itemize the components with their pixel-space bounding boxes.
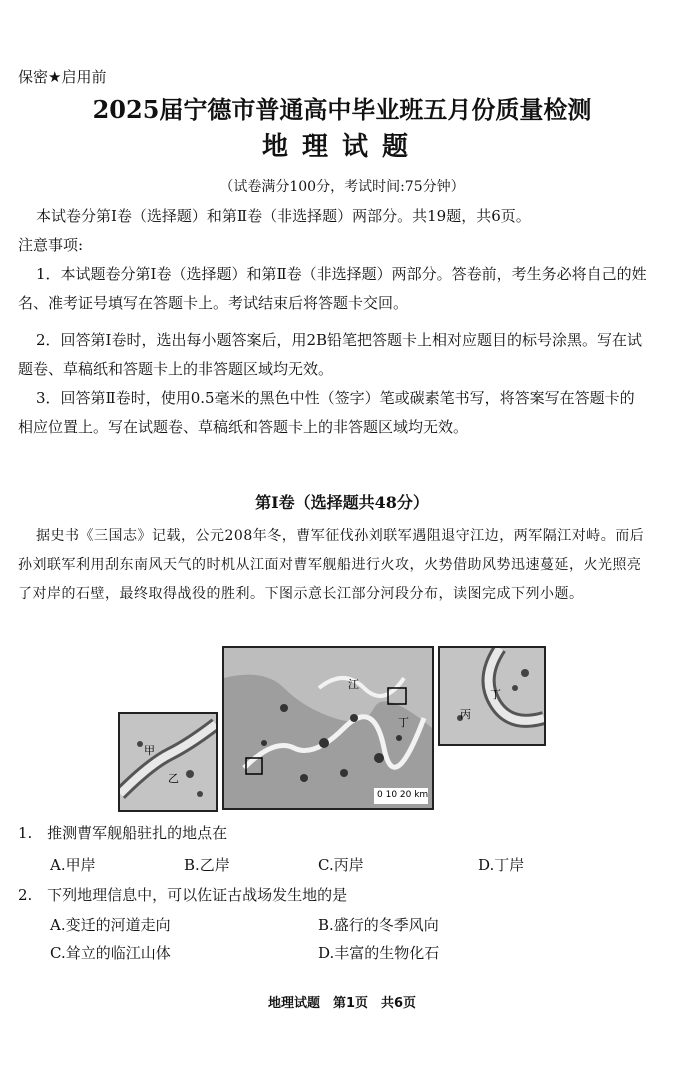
note-item-2: 2．回答第Ⅰ卷时，选出每小题答案后，用2B铅笔把答题卡上相对应题目的标号涂黑。写在试题卷、草稿纸和答题卡上的非答题区域均无效。 bbox=[18, 331, 643, 378]
note-item-3: 3．回答第Ⅱ卷时，使用0.5毫米的黑色中性（签字）笔或碳素笔书写，将答案写在答题卡的相应位置上。写在试题卷、草稿纸和答题卡上的非答题区域均无效。 bbox=[18, 389, 635, 436]
confidential-mark: 保密★启用前 bbox=[18, 68, 107, 86]
question-1 bbox=[18, 822, 227, 843]
label-jia: 甲 bbox=[144, 744, 155, 757]
q2-option-d[interactable]: D.丰富的生物化石 bbox=[318, 944, 440, 962]
q1-option-d[interactable]: D.丁岸 bbox=[478, 856, 525, 874]
question-2 bbox=[18, 884, 347, 905]
subject-title: 地理试题 bbox=[261, 132, 422, 162]
section-heading: 第Ⅰ卷（选择题共48分） bbox=[255, 493, 429, 512]
q2-option-b[interactable]: B.盛行的冬季风向 bbox=[318, 916, 439, 934]
question-2-stem: 下列地理信息中，可以佐证古战场发生地的是 bbox=[47, 886, 348, 904]
q1-option-a[interactable]: A.甲岸 bbox=[50, 856, 96, 874]
question-1-stem: 推测曹军舰船驻扎的地点在 bbox=[47, 824, 228, 842]
label-jiang: 江 bbox=[348, 678, 359, 691]
left-inset-drawing bbox=[120, 714, 216, 810]
label-yi: 乙 bbox=[168, 772, 179, 785]
intro-text: 本试卷分第Ⅰ卷（选择题）和第Ⅱ卷（非选择题）两部分。共19题，共6页。 bbox=[36, 207, 531, 225]
page-footer: 地理试题 第1页 共6页 bbox=[267, 996, 417, 1011]
label-ding-main: 丁 bbox=[398, 716, 409, 729]
right-inset-map bbox=[438, 646, 546, 746]
label-bing: 丙 bbox=[460, 708, 471, 721]
passage-text: 据史书《三国志》记载，公元208年冬，曹军征伐孙刘联军遇阻退守江边，两军隔江对峙。而后孙刘联军利用刮东南风天气的时机从江面对曹军舰船进行火攻，火势借助风势迅速蔓延，火光照亮了对岸的石壁，最终取得战役的胜利。下图示意长江部分河段分布，读图完成下列小题。 bbox=[18, 528, 645, 602]
question-2-number: 2. bbox=[18, 886, 33, 904]
exam-title: 2025届宁德市普通高中毕业班五月份质量检测 bbox=[92, 95, 592, 124]
q2-option-c[interactable]: C.耸立的临江山体 bbox=[50, 944, 171, 962]
note-item-1: 1．本试题卷分第Ⅰ卷（选择题）和第Ⅱ卷（非选择题）两部分。答卷前，考生务必将自己的姓名、准考证号填写在答题卡上。考试结束后将答题卡交回。 bbox=[18, 265, 647, 312]
label-ding: 丁 bbox=[490, 688, 501, 701]
q1-option-b[interactable]: B.乙岸 bbox=[184, 856, 230, 874]
q1-option-c[interactable]: C.丙岸 bbox=[318, 856, 364, 874]
question-1-number: 1. bbox=[18, 824, 33, 842]
q2-option-a[interactable]: A.变迁的河道走向 bbox=[50, 916, 171, 934]
scale-bar: 0 10 20 km bbox=[377, 790, 429, 800]
left-inset-map bbox=[118, 712, 218, 812]
exam-note: （试卷满分100分，考试时间:75分钟） bbox=[219, 179, 465, 195]
notes-heading: 注意事项: bbox=[18, 236, 84, 254]
main-map bbox=[222, 646, 434, 810]
